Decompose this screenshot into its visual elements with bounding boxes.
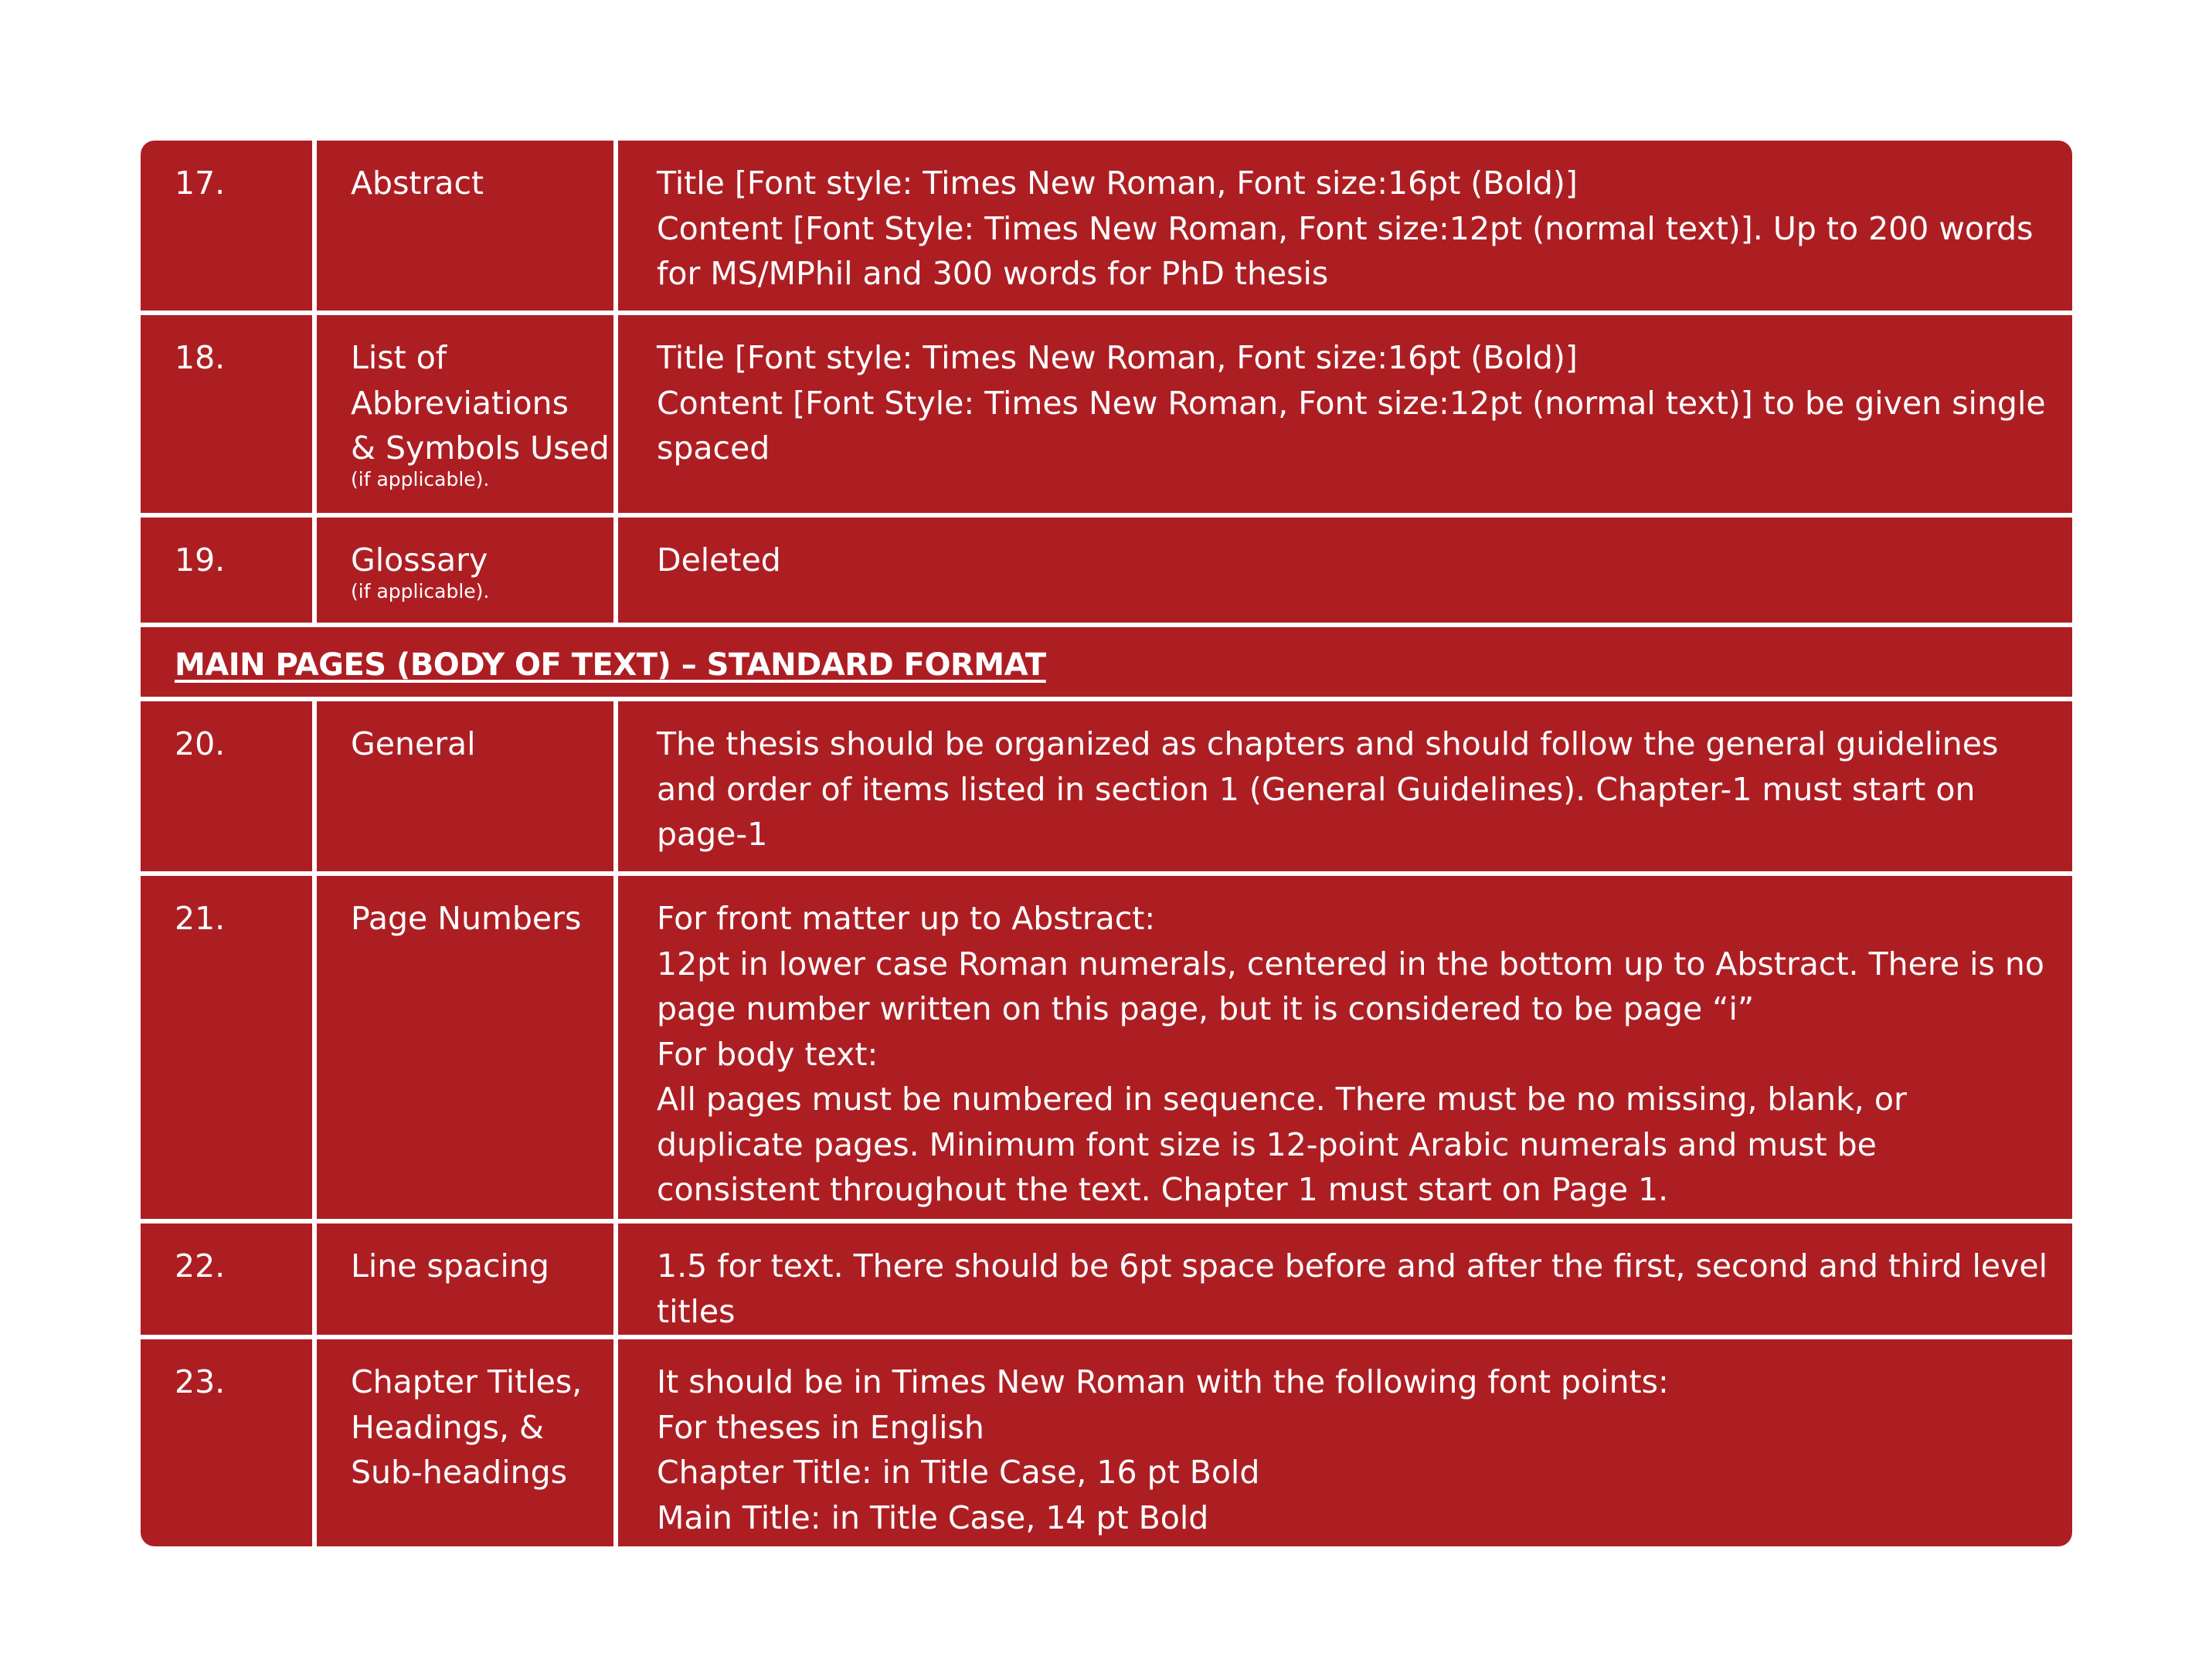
row-description: For front matter up to Abstract: 12pt in lower case Roman numerals, centered in the bottom up to Abstract. There is no page number written on this page, but it is considered to be page “i” For body text: All pages must be numbered in sequence. There must be no missing, blank, or duplicate pages. Minimum font size is 12-point Arabic numerals and must be consistent throughout the text. Chapter 1 must start on Page 1. xyxy=(657,900,2044,1208)
guidelines-table xyxy=(141,141,2072,1546)
row-item: Glossary (if applicable). xyxy=(317,518,618,623)
row-description: Deleted xyxy=(657,541,781,579)
section-heading-row xyxy=(141,627,2072,701)
row-item: Chapter Titles, Headings, & Sub-headings xyxy=(317,1339,618,1546)
table-row-19 xyxy=(141,518,2072,627)
section-heading: MAIN PAGES (BODY OF TEXT) – STANDARD FORMAT xyxy=(175,647,1046,683)
row-number: 23. xyxy=(141,1339,317,1546)
row-description: Title [Font style: Times New Roman, Font size:16pt (Bold)] Content [Font Style: Times New Roman, Font size:12pt (normal text)] to be given single spaced xyxy=(657,339,2046,467)
table-row-18 xyxy=(141,315,2072,518)
row-item: Abstract xyxy=(317,141,618,311)
row-item: List of Abbreviations & Symbols Used (if applicable). xyxy=(317,315,618,513)
row-description: Title [Font style: Times New Roman, Font size:16pt (Bold)] Content [Font Style: Times New Roman, Font size:12pt (normal text)]. Up to 200 words for MS/MPhil and 300 words for PhD thesis xyxy=(657,165,2034,292)
row-number: 20. xyxy=(141,701,317,871)
table-row-17 xyxy=(141,141,2072,315)
row-description: The thesis should be organized as chapters and should follow the general guidelines and order of items listed in section 1 (General Guidelines). Chapter-1 must start on page-1 xyxy=(657,725,1999,853)
table-row-20 xyxy=(141,701,2072,876)
row-description: 1.5 for text. There should be 6pt space before and after the first, second and third level titles xyxy=(657,1247,2048,1330)
row-item: General xyxy=(317,701,618,871)
row-description: It should be in Times New Roman with the following font points: For theses in English Chapter Title: in Title Case, 16 pt Bold Main Title: in Title Case, 14 pt Bold xyxy=(657,1363,1669,1536)
row-number: 17. xyxy=(141,141,317,311)
item-note: (if applicable). xyxy=(351,579,490,602)
row-item: Page Numbers xyxy=(317,876,618,1219)
item-note: (if applicable). xyxy=(351,467,490,490)
row-number: 18. xyxy=(141,315,317,513)
table-row-22 xyxy=(141,1224,2072,1339)
row-number: 21. xyxy=(141,876,317,1219)
table-row-21 xyxy=(141,876,2072,1224)
row-item: Line spacing xyxy=(317,1224,618,1335)
row-number: 22. xyxy=(141,1224,317,1335)
table-row-23 xyxy=(141,1339,2072,1546)
row-number: 19. xyxy=(141,518,317,623)
